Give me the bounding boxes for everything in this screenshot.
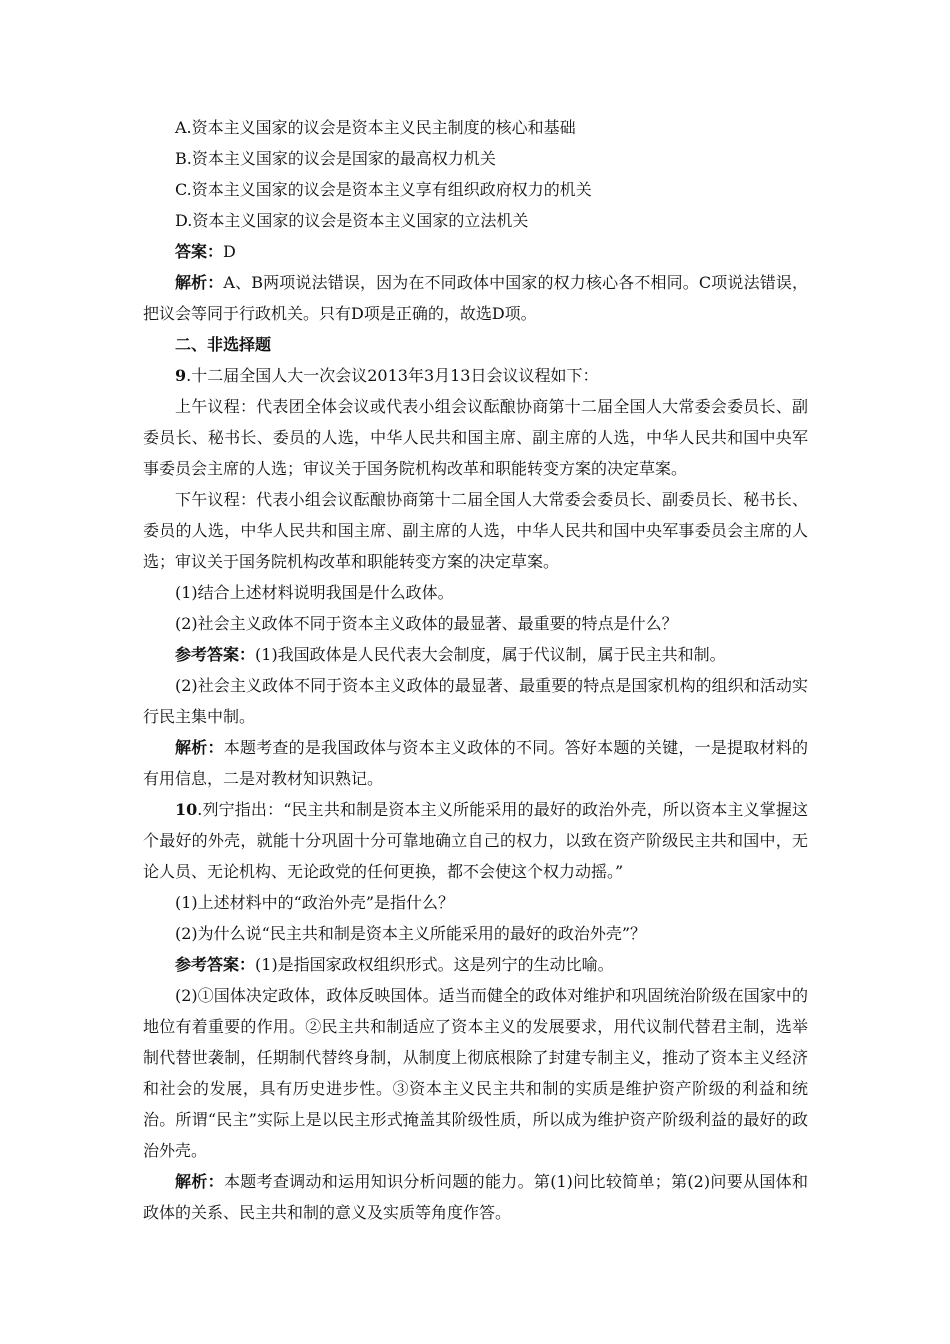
option-b: B.资本主义国家的议会是国家的最高权力机关 [175,149,496,168]
question-9-reference-answer-2: (2)社会主义政体不同于资本主义政体的最显著、最重要的特点是国家机构的组织和活动实行民主集中制。 [143,676,808,726]
question-9-afternoon-agenda: 下午议程：代表小组会议酝酿协商第十二届全国人大常委会委员长、副委员长、秘书长、委员的人选，中华人民共和国主席、副主席的人选，中华人民共和国中央军事委员会主席的人选；审议关于国务院机构改革和职能转变方案的决定草案。 [143,490,808,571]
section-heading: 二、非选择题 [175,335,272,354]
reference-answer-text: (1)我国政体是人民代表大会制度，属于代议制，属于民主共和制。 [255,645,726,664]
question-10-sub1: (1)上述材料中的“政治外壳”是指什么？ [175,893,455,912]
question-9-analysis [143,732,808,794]
question-10-analysis [143,1166,808,1228]
analysis-text: 本题考查调动和运用知识分析问题的能力。第(1)问比较简单；第(2)问要从国体和政体的关系、民主共和制的意义及实质等角度作答。 [143,1172,808,1222]
option-c: C.资本主义国家的议会是资本主义享有组织政府权力的机关 [175,180,592,199]
option-a: A.资本主义国家的议会是资本主义民主制度的核心和基础 [175,118,576,137]
analysis-text: 本题考查的是我国政体与资本主义政体的不同。答好本题的关键，一是提取材料的有用信息，二是对教材知识熟记。 [143,738,808,788]
question-stem-text: .十二届全国人大一次会议2013年3月13日会议议程如下： [186,366,599,385]
question-stem-text: .列宁指出：“民主共和制是资本主义所能采用的最好的政治外壳，所以资本主义掌握这个最好的外壳，就能十分巩固十分可靠地确立自己的权力，以致在资产阶级民主共和国中，无论人员、无论机构、无论政党的任何更换，都不会使这个权力动摇。” [143,800,808,881]
reference-answer-label: 参考答案： [175,645,256,664]
option-d: D.资本主义国家的议会是资本主义国家的立法机关 [175,211,529,230]
question-9-stem [143,360,808,391]
reference-answer-text: (1)是指国家政权组织形式。这是列宁的生动比喻。 [255,955,614,974]
question-10-reference-answer-2: (2)①国体决定政体，政体反映国体。适当而健全的政体对维护和巩固统治阶级在国家中的地位有着重要的作用。②民主共和制适应了资本主义的发展要求，用代议制代替君主制，选举制代替世袭制，任期制代替终身制，从制度上彻底根除了封建专制主义，推动了资本主义经济和社会的发展，具有历史进步性。③资本主义民主共和制的实质是维护资产阶级的利益和统治。所谓“民主”实际上是以民主形式掩盖其阶级性质，所以成为维护资产阶级利益的最好的政治外壳。 [143,986,808,1160]
question-9-sub1: (1)结合上述材料说明我国是什么政体。 [175,583,454,602]
analysis-label: 解析： [175,1172,224,1191]
answer-line [143,236,808,267]
answer-value: D [223,242,236,261]
reference-answer-label: 参考答案： [175,955,256,974]
question-10-reference-answer-1 [143,949,808,980]
question-10-stem [143,794,808,887]
document-page [143,112,808,1228]
analysis-label: 解析： [175,273,224,292]
question-9-morning-agenda: 上午议程：代表团全体会议或代表小组会议酝酿协商第十二届全国人大常委会委员长、副委员长、秘书长、委员的人选，中华人民共和国主席、副主席的人选，中华人民共和国中央军事委员会主席的人选；审议关于国务院机构改革和职能转变方案的决定草案。 [143,397,808,478]
answer-label: 答案： [175,242,224,261]
analysis-text: A、B两项说法错误，因为在不同政体中国家的权力核心各不相同。C项说法错误，把议会等同于行政机关。只有D项是正确的，故选D项。 [143,273,808,323]
question-9-sub2: (2)社会主义政体不同于资本主义政体的最显著、最重要的特点是什么？ [175,614,678,633]
question-number: 10 [175,800,198,819]
analysis-q8 [143,267,808,329]
question-9-reference-answer-1 [143,639,808,670]
analysis-label: 解析： [175,738,224,757]
question-10-sub2: (2)为什么说“民主共和制是资本主义所能采用的最好的政治外壳”？ [175,924,647,943]
question-number: 9 [175,366,187,385]
